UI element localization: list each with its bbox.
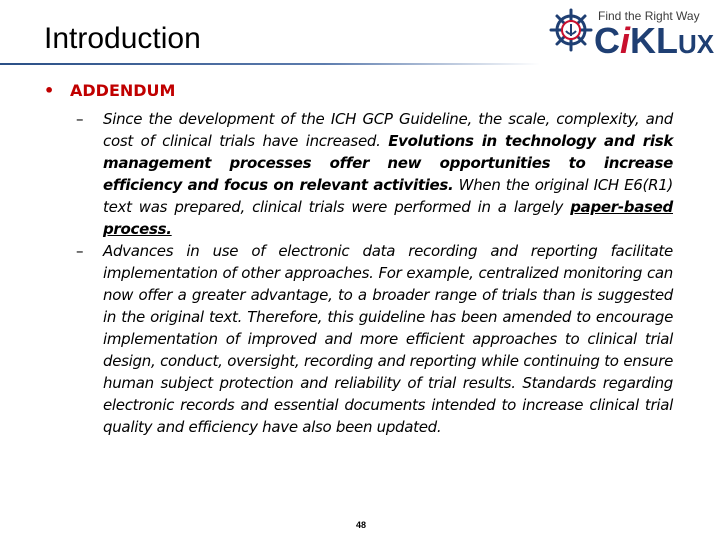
logo-letter-c: C bbox=[594, 20, 620, 61]
paragraph-2: Advances in use of electronic data recording and reporting facilitate implementation of other approaches. For example, centralized monitoring can now offer a greater advantage, to a broader range of trials than is suggested in the original text. Therefore, this guideline has been amended to encourage implementation of improved and more efficient approaches to clinical trial design, conduct, oversight, recording and reporting while continuing to ensure human subject protection and reliability of trial results. Standards regarding electronic records and essential documents intended to increase clinical trial quality and efficiency have also been updated. bbox=[103, 242, 673, 436]
ship-wheel-icon bbox=[548, 7, 594, 53]
paragraph-1-text: Since the development of the ICH GCP Guideline, the scale, complexity, and cost of clinical trials have increased. bbox=[103, 110, 673, 150]
logo-wordmark bbox=[594, 19, 714, 66]
paragraph-1-underlined: paper-based process. bbox=[103, 198, 673, 238]
dash-marker: – bbox=[76, 242, 84, 260]
dash-marker: – bbox=[76, 110, 84, 128]
logo-letters-kl: KL bbox=[630, 20, 679, 61]
logo bbox=[548, 5, 714, 63]
page-number: 48 bbox=[356, 520, 367, 530]
section-heading bbox=[44, 80, 175, 102]
slide-title: Introduction bbox=[44, 22, 201, 55]
paragraph-1 bbox=[103, 108, 673, 240]
logo-letter-i: i bbox=[620, 20, 631, 61]
paragraph-1-text-2: When the original ICH E6(R1) text was prepared, clinical trials were performed in a largely bbox=[103, 176, 673, 216]
logo-letters-ux: UX bbox=[678, 29, 715, 59]
logo-tagline: Find the Right Way bbox=[598, 9, 700, 23]
paragraph-1-emphasis: Evolutions in technology and risk management processes offer new opportunities to increase efficiency and focus on relevant activities. bbox=[103, 132, 673, 194]
section-heading-label: ADDENDUM bbox=[70, 81, 176, 100]
bullet-icon: • bbox=[44, 81, 55, 100]
title-underline bbox=[0, 63, 540, 65]
